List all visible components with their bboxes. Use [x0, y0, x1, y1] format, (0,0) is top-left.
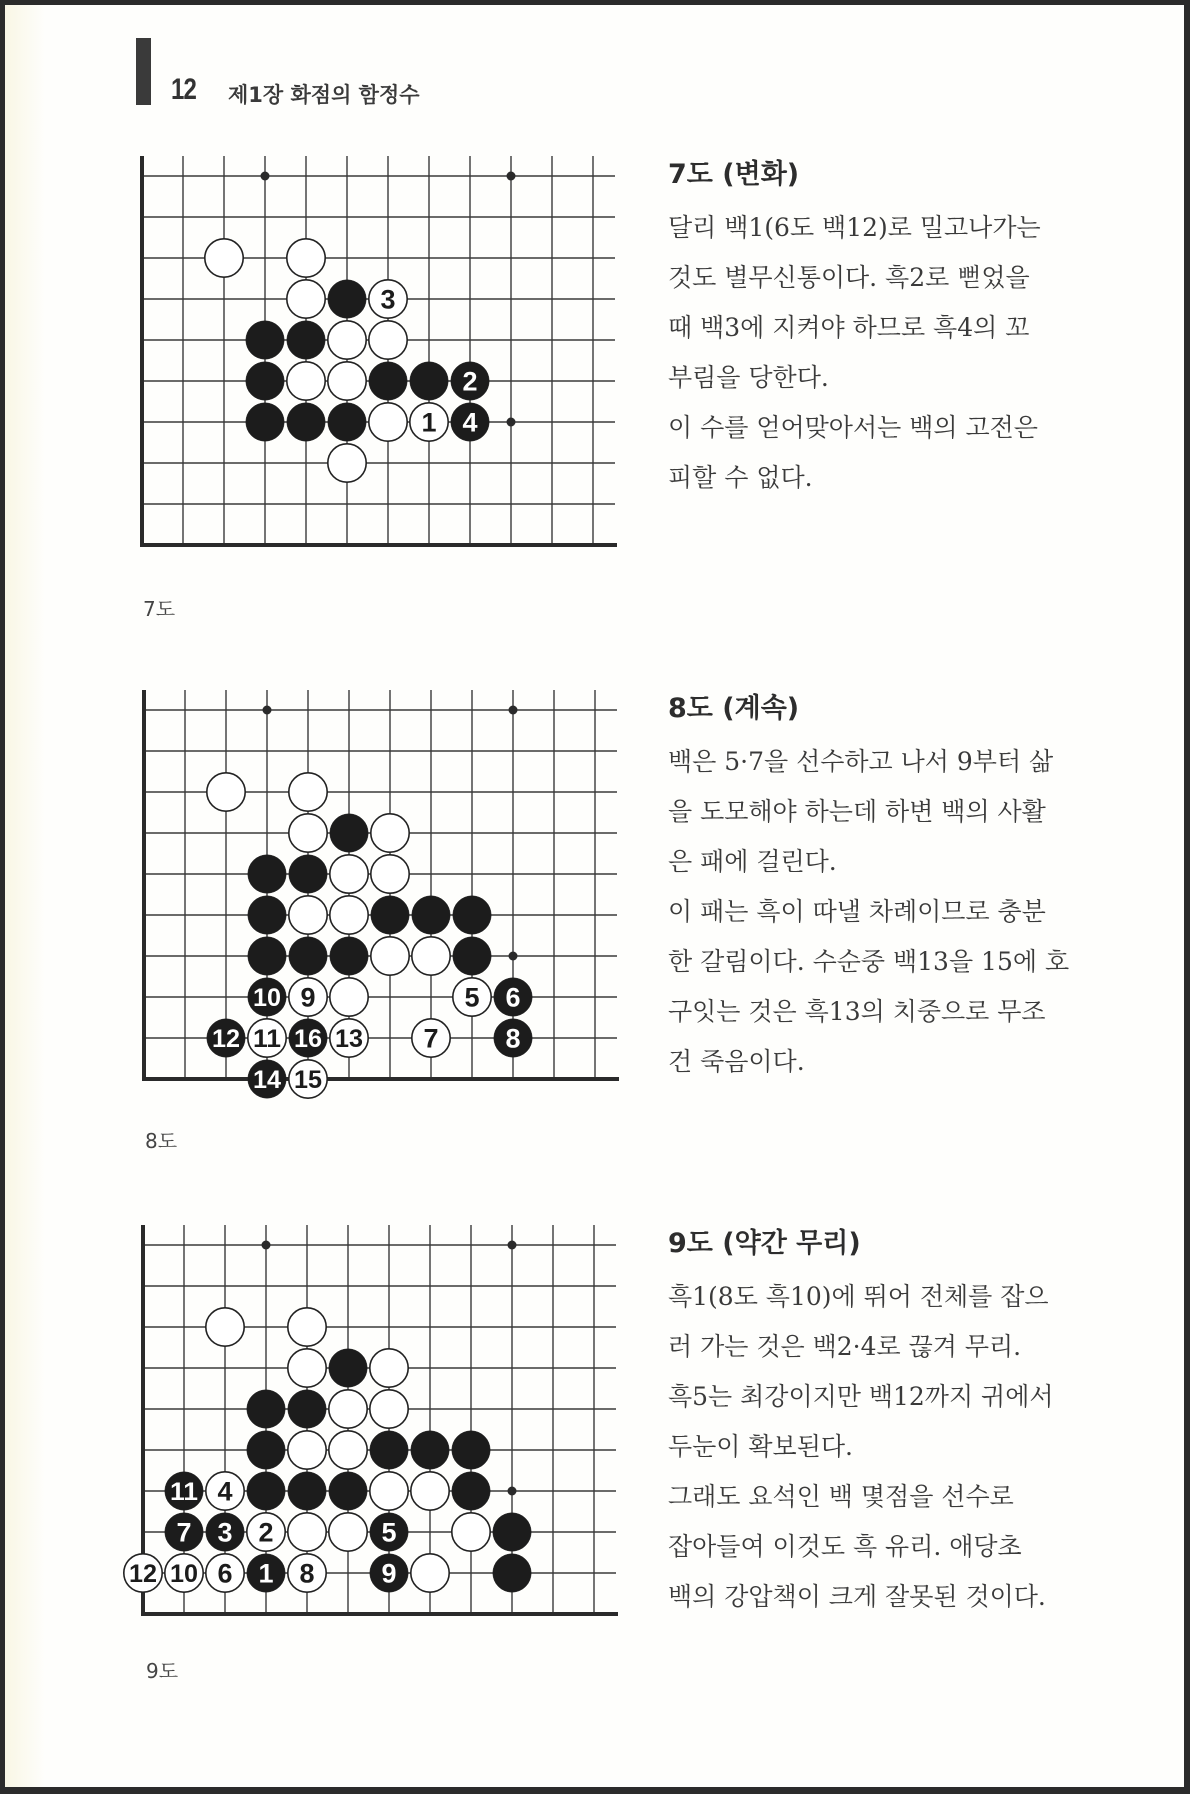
move-number-label: 4 — [217, 1476, 233, 1507]
diagram-title-7: 7도 (변화) — [668, 159, 800, 190]
star-point-icon — [508, 1487, 517, 1496]
move-number-label: 7 — [176, 1517, 192, 1548]
move-number-label: 1 — [258, 1558, 274, 1589]
move-number-label: 10 — [253, 984, 281, 1012]
black-stone-icon — [453, 896, 491, 934]
diagram-title-8: 8도 (계속) — [668, 693, 800, 724]
white-stone-icon — [288, 1308, 326, 1346]
black-stone-icon — [328, 403, 366, 441]
black-stone-icon — [165, 1472, 203, 1510]
move-number-label: 12 — [212, 1025, 240, 1053]
black-stone-icon — [247, 1554, 285, 1592]
black-stone-icon — [329, 1349, 367, 1387]
diagram-title-9: 9도 (약간 무리) — [668, 1228, 861, 1259]
white-stone-icon — [289, 1060, 327, 1098]
white-stone-icon — [330, 896, 368, 934]
white-stone-icon — [412, 1019, 450, 1057]
black-stone-icon — [371, 896, 409, 934]
commentary-line: 이 수를 얻어맞아서는 백의 고전은 — [668, 413, 1038, 442]
white-stone-icon — [288, 1349, 326, 1387]
white-stone-icon — [288, 1554, 326, 1592]
move-number-label: 3 — [380, 284, 396, 315]
white-stone-icon — [329, 1431, 367, 1469]
white-stone-icon — [289, 896, 327, 934]
white-stone-icon — [328, 321, 366, 359]
black-stone-icon — [247, 1390, 285, 1428]
white-stone-icon — [371, 937, 409, 975]
white-stone-icon — [330, 1019, 368, 1057]
black-stone-icon — [287, 403, 325, 441]
commentary-line: 달리 백1(6도 백12)로 밀고나가는 — [668, 213, 1041, 242]
move-number-label: 9 — [300, 982, 316, 1013]
move-number-label: 8 — [299, 1558, 315, 1589]
white-stone-icon — [289, 814, 327, 852]
black-stone-icon — [207, 1019, 245, 1057]
commentary-line: 백의 강압책이 크게 잘못된 것이다. — [668, 1582, 1046, 1611]
black-stone-icon — [248, 1060, 286, 1098]
diagram-commentary-8 — [668, 687, 1138, 1087]
black-stone-icon — [330, 937, 368, 975]
star-point-icon — [508, 1241, 517, 1250]
move-number-label: 14 — [253, 1066, 282, 1094]
star-point-icon — [263, 706, 272, 715]
black-stone-icon — [452, 1472, 490, 1510]
diagram-caption-7: 7도 — [143, 597, 176, 621]
black-stone-icon — [289, 1019, 327, 1057]
black-stone-icon — [451, 362, 489, 400]
move-number-label: 6 — [505, 982, 521, 1013]
black-stone-icon — [287, 321, 325, 359]
move-number-label: 12 — [129, 1560, 157, 1588]
white-stone-icon — [287, 362, 325, 400]
black-stone-icon — [370, 1513, 408, 1551]
black-stone-icon — [248, 978, 286, 1016]
white-stone-icon — [371, 855, 409, 893]
white-stone-icon — [288, 1431, 326, 1469]
black-stone-icon — [370, 1431, 408, 1469]
commentary-line: 때 백3에 지켜야 하므로 흑4의 꼬 — [668, 313, 1030, 342]
diagram-commentary-7 — [668, 153, 1138, 503]
black-stone-icon — [412, 896, 450, 934]
move-number-label: 2 — [462, 366, 478, 397]
white-stone-icon — [329, 1513, 367, 1551]
white-stone-icon — [207, 773, 245, 811]
white-stone-icon — [206, 1308, 244, 1346]
move-number-label: 16 — [294, 1025, 322, 1053]
black-stone-icon — [289, 937, 327, 975]
white-stone-icon — [329, 1390, 367, 1428]
star-point-icon — [507, 418, 516, 427]
white-stone-icon — [411, 1554, 449, 1592]
commentary-line: 건 죽음이다. — [668, 1047, 805, 1076]
white-stone-icon — [288, 1513, 326, 1551]
white-stone-icon — [453, 978, 491, 1016]
move-number-label: 4 — [462, 407, 478, 438]
commentary-line: 그래도 요석인 백 몇점을 선수로 — [668, 1482, 1014, 1511]
black-stone-icon — [410, 362, 448, 400]
chapter-title: 제1장 화점의 함정수 — [228, 83, 420, 107]
commentary-line: 구잇는 것은 흑13의 치중으로 무조 — [668, 997, 1046, 1026]
diagram-caption-9: 9도 — [146, 1659, 179, 1683]
white-stone-icon — [124, 1554, 162, 1592]
move-number-label: 5 — [381, 1517, 397, 1548]
black-stone-icon — [246, 362, 284, 400]
star-point-icon — [507, 172, 516, 181]
white-stone-icon — [206, 1554, 244, 1592]
go-board-7도 — [140, 156, 617, 547]
white-stone-icon — [289, 978, 327, 1016]
move-number-label: 9 — [381, 1558, 397, 1589]
black-stone-icon — [329, 1472, 367, 1510]
black-stone-icon — [206, 1513, 244, 1551]
commentary-line: 한 갈림이다. 수순중 백13을 15에 호 — [668, 947, 1070, 976]
move-number-label: 8 — [505, 1023, 521, 1054]
white-stone-icon — [369, 403, 407, 441]
black-stone-icon — [289, 855, 327, 893]
commentary-line: 흑5는 최강이지만 백12까지 귀에서 — [668, 1382, 1054, 1411]
move-number-label: 10 — [170, 1560, 198, 1588]
book-page — [5, 5, 1184, 1787]
white-stone-icon — [370, 1390, 408, 1428]
white-stone-icon — [287, 280, 325, 318]
white-stone-icon — [410, 403, 448, 441]
black-stone-icon — [247, 1472, 285, 1510]
commentary-line: 피할 수 없다. — [668, 463, 813, 492]
commentary-line: 백은 5·7을 선수하고 나서 9부터 삶 — [668, 747, 1054, 776]
commentary-line: 을 도모해야 하는데 하변 백의 사활 — [668, 797, 1046, 826]
white-stone-icon — [452, 1513, 490, 1551]
white-stone-icon — [330, 855, 368, 893]
diagram-caption-8: 8도 — [145, 1129, 178, 1153]
move-number-label: 5 — [464, 982, 480, 1013]
black-stone-icon — [248, 896, 286, 934]
star-point-icon — [509, 706, 518, 715]
diagram-commentary-9 — [668, 1222, 1138, 1622]
commentary-line: 은 패에 걸린다. — [668, 847, 837, 876]
black-stone-icon — [248, 855, 286, 893]
go-board-8도 — [142, 690, 619, 1098]
white-stone-icon — [287, 239, 325, 277]
white-stone-icon — [371, 814, 409, 852]
black-stone-icon — [411, 1431, 449, 1469]
white-stone-icon — [328, 362, 366, 400]
move-number-label: 13 — [335, 1025, 363, 1053]
black-stone-icon — [451, 403, 489, 441]
star-point-icon — [261, 172, 270, 181]
move-number-label: 11 — [253, 1025, 282, 1053]
black-stone-icon — [370, 1554, 408, 1592]
white-stone-icon — [206, 1472, 244, 1510]
black-stone-icon — [246, 321, 284, 359]
white-stone-icon — [328, 444, 366, 482]
go-board-9도 — [124, 1225, 618, 1616]
white-stone-icon — [369, 321, 407, 359]
white-stone-icon — [165, 1554, 203, 1592]
move-number-label: 6 — [217, 1558, 233, 1589]
move-number-label: 7 — [423, 1023, 439, 1054]
white-stone-icon — [205, 239, 243, 277]
move-number-label: 11 — [170, 1478, 199, 1506]
commentary-line: 부림을 당한다. — [668, 363, 829, 392]
white-stone-icon — [369, 280, 407, 318]
white-stone-icon — [247, 1513, 285, 1551]
black-stone-icon — [493, 1513, 531, 1551]
commentary-line: 이 패는 흑이 따낼 차례이므로 충분 — [668, 897, 1046, 926]
black-stone-icon — [288, 1472, 326, 1510]
black-stone-icon — [165, 1513, 203, 1551]
white-stone-icon — [411, 1472, 449, 1510]
black-stone-icon — [288, 1390, 326, 1428]
commentary-line: 두눈이 확보된다. — [668, 1432, 853, 1461]
commentary-line: 흑1(8도 흑10)에 뛰어 전체를 잡으 — [668, 1282, 1049, 1311]
black-stone-icon — [369, 362, 407, 400]
move-number-label: 2 — [258, 1517, 274, 1548]
move-number-label: 3 — [217, 1517, 233, 1548]
black-stone-icon — [494, 1019, 532, 1057]
commentary-line: 러 가는 것은 백2·4로 끊겨 무리. — [668, 1332, 1022, 1361]
white-stone-icon — [370, 1349, 408, 1387]
commentary-line: 잡아들여 이것도 흑 유리. 애당초 — [668, 1532, 1022, 1561]
white-stone-icon — [289, 773, 327, 811]
white-stone-icon — [330, 978, 368, 1016]
commentary-line: 것도 별무신통이다. 흑2로 뻗었을 — [668, 263, 1030, 292]
move-number-label: 15 — [294, 1066, 323, 1094]
black-stone-icon — [328, 280, 366, 318]
page-number: 12 — [171, 73, 197, 106]
black-stone-icon — [453, 937, 491, 975]
black-stone-icon — [246, 403, 284, 441]
white-stone-icon — [412, 937, 450, 975]
black-stone-icon — [452, 1431, 490, 1469]
white-stone-icon — [248, 1019, 286, 1057]
white-stone-icon — [370, 1472, 408, 1510]
black-stone-icon — [248, 937, 286, 975]
star-point-icon — [262, 1241, 271, 1250]
black-stone-icon — [330, 814, 368, 852]
black-stone-icon — [493, 1554, 531, 1592]
black-stone-icon — [494, 978, 532, 1016]
star-point-icon — [509, 952, 518, 961]
move-number-label: 1 — [421, 407, 437, 438]
black-stone-icon — [247, 1431, 285, 1469]
